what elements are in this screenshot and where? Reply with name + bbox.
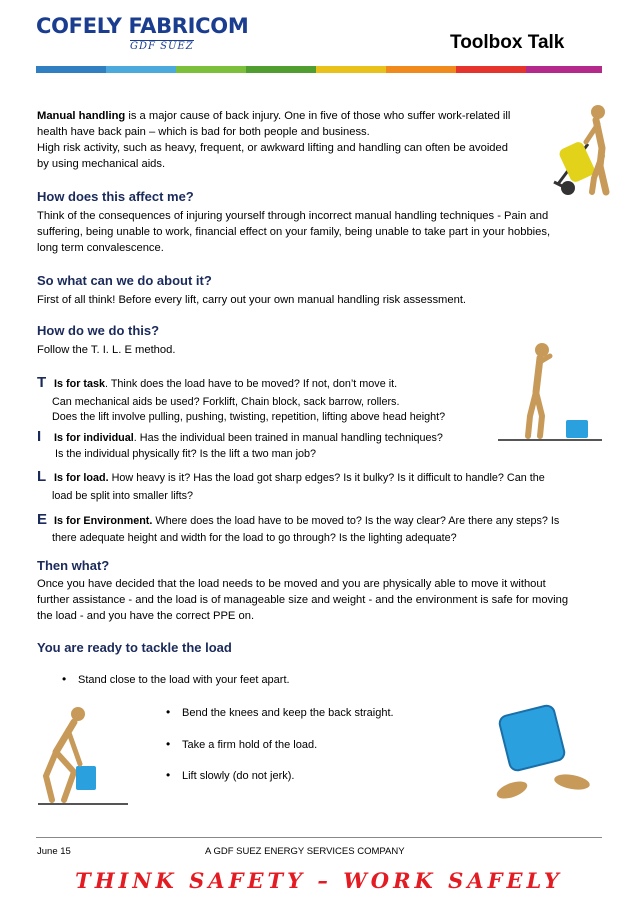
intro-line: is a major cause of back injury. One in five of those who suffer work-related ill: [125, 110, 511, 122]
tile-letter-t: T: [37, 374, 47, 391]
stripe-segment: [106, 66, 176, 73]
bullet-text: Bend the knees and keep the back straight.: [182, 707, 394, 719]
bullet-text: Take a firm hold of the load.: [182, 739, 318, 751]
tile-t-sub: Can mechanical aids be used? Forklift, Chain block, sack barrow, rollers.: [52, 396, 400, 408]
stripe-segment: [36, 66, 106, 73]
section-heading-then-what: Then what?: [37, 558, 110, 573]
bullet-item: [62, 672, 290, 686]
footer-date: June 15: [37, 846, 71, 857]
stripe-segment: [386, 66, 456, 73]
tile-e-sub: there adequate height and width for the load to go through? Is the lighting adequate?: [52, 532, 457, 544]
tile-t-row: [37, 374, 397, 393]
bullet-text: Stand close to the load with your feet apart.: [78, 674, 290, 686]
company-logo: COFELY FABRICOM: [36, 14, 249, 38]
footer-company: A GDF SUEZ ENERGY SERVICES COMPANY: [205, 846, 405, 857]
then-what-line: Once you have decided that the load needs to be moved and you are physically able to move it without: [37, 578, 546, 590]
stripe-segment: [176, 66, 246, 73]
squatting-person-illustration: [34, 702, 130, 810]
page-title: Toolbox Talk: [450, 32, 565, 53]
tile-i-text: . Has the individual been trained in manual handling techniques?: [133, 432, 443, 444]
footer-divider: [36, 837, 602, 838]
intro-line: High risk activity, such as heavy, frequent, or awkward lifting and handling can often be avoided: [37, 142, 508, 154]
bullet-item: [166, 768, 294, 782]
section-heading-what-can-we-do: So what can we do about it?: [37, 273, 212, 288]
company-logo-subtitle: GDF SUEZ: [130, 41, 194, 52]
stripe-segment: [246, 66, 316, 73]
tile-l-row: [37, 468, 545, 487]
intro-line: by using mechanical aids.: [37, 158, 166, 170]
sack-barrow-illustration: [548, 96, 618, 200]
bullet-item: [166, 705, 394, 719]
tile-i-lead: Is for individual: [54, 432, 134, 444]
tile-t-text: . Think does the load have to be moved? If not, don’t move it.: [105, 378, 398, 390]
affect-line: suffering, being unable to work, financial effect on your family, being unable to take part in your hobbies,: [37, 226, 551, 238]
affect-paragraph: [37, 208, 602, 256]
bullet-item: [166, 737, 317, 751]
box-and-footprints-illustration: [486, 700, 604, 812]
stripe-segment: [456, 66, 526, 73]
then-what-line: further assistance - and the load is of manageable size and weight - and the environment is safe for moving: [37, 594, 569, 606]
tile-l-text: How heavy is it? Has the load got sharp edges? Is it bulky? Is it difficult to handle? Can the: [108, 472, 545, 484]
then-what-line: the load - and you have the correct PPE on.: [37, 610, 255, 622]
tile-e-row: [37, 511, 559, 530]
bullet-text: Lift slowly (do not jerk).: [182, 770, 295, 782]
tile-i-sub: Is the individual physically fit? Is the lift a two man job?: [55, 448, 317, 460]
tile-letter-e: E: [37, 511, 48, 528]
intro-line: health have back pain – which is bad for both people and business.: [37, 126, 370, 138]
stripe-segment: [526, 66, 602, 73]
section-heading-affect: How does this affect me?: [37, 189, 194, 204]
tile-e-lead: Is for Environment.: [54, 515, 153, 527]
stripe-segment: [316, 66, 386, 73]
tile-i-row: [37, 428, 443, 447]
person-near-box-illustration: [494, 336, 606, 444]
affect-line: Think of the consequences of injuring yourself through incorrect manual handling techniques - Pain and: [37, 210, 549, 222]
tile-t-sub: Does the lift involve pulling, pushing, twisting, repetition, lifting above head height?: [52, 411, 446, 423]
bullet-icon: •: [166, 768, 171, 782]
what-can-we-do-text: First of all think! Before every lift, carry out your own manual handling risk assessment.: [37, 294, 467, 306]
affect-line: long term convalescence.: [37, 242, 164, 254]
color-stripe: [36, 66, 602, 73]
safety-slogan: THINK SAFETY – WORK SAFELY: [75, 868, 563, 893]
intro-paragraph: [37, 108, 602, 172]
tile-l-lead: Is for load.: [54, 472, 109, 484]
tile-t-lead: Is for task: [54, 378, 106, 390]
tile-l-sub: load be split into smaller lifts?: [52, 490, 194, 502]
tile-e-text: Where does the load have to be moved to? Is the way clear? Are there any steps? Is: [152, 515, 560, 527]
bullet-icon: •: [62, 672, 67, 686]
section-heading-ready: You are ready to tackle the load: [37, 640, 232, 655]
bullet-icon: •: [166, 737, 171, 751]
intro-lead: Manual handling: [37, 110, 126, 122]
section-heading-how: How do we do this?: [37, 323, 160, 338]
then-what-paragraph: [37, 576, 602, 624]
tile-letter-l: L: [37, 468, 47, 485]
bullet-icon: •: [166, 705, 171, 719]
tile-letter-i: I: [37, 428, 42, 445]
how-text: Follow the T. I. L. E method.: [37, 344, 176, 356]
